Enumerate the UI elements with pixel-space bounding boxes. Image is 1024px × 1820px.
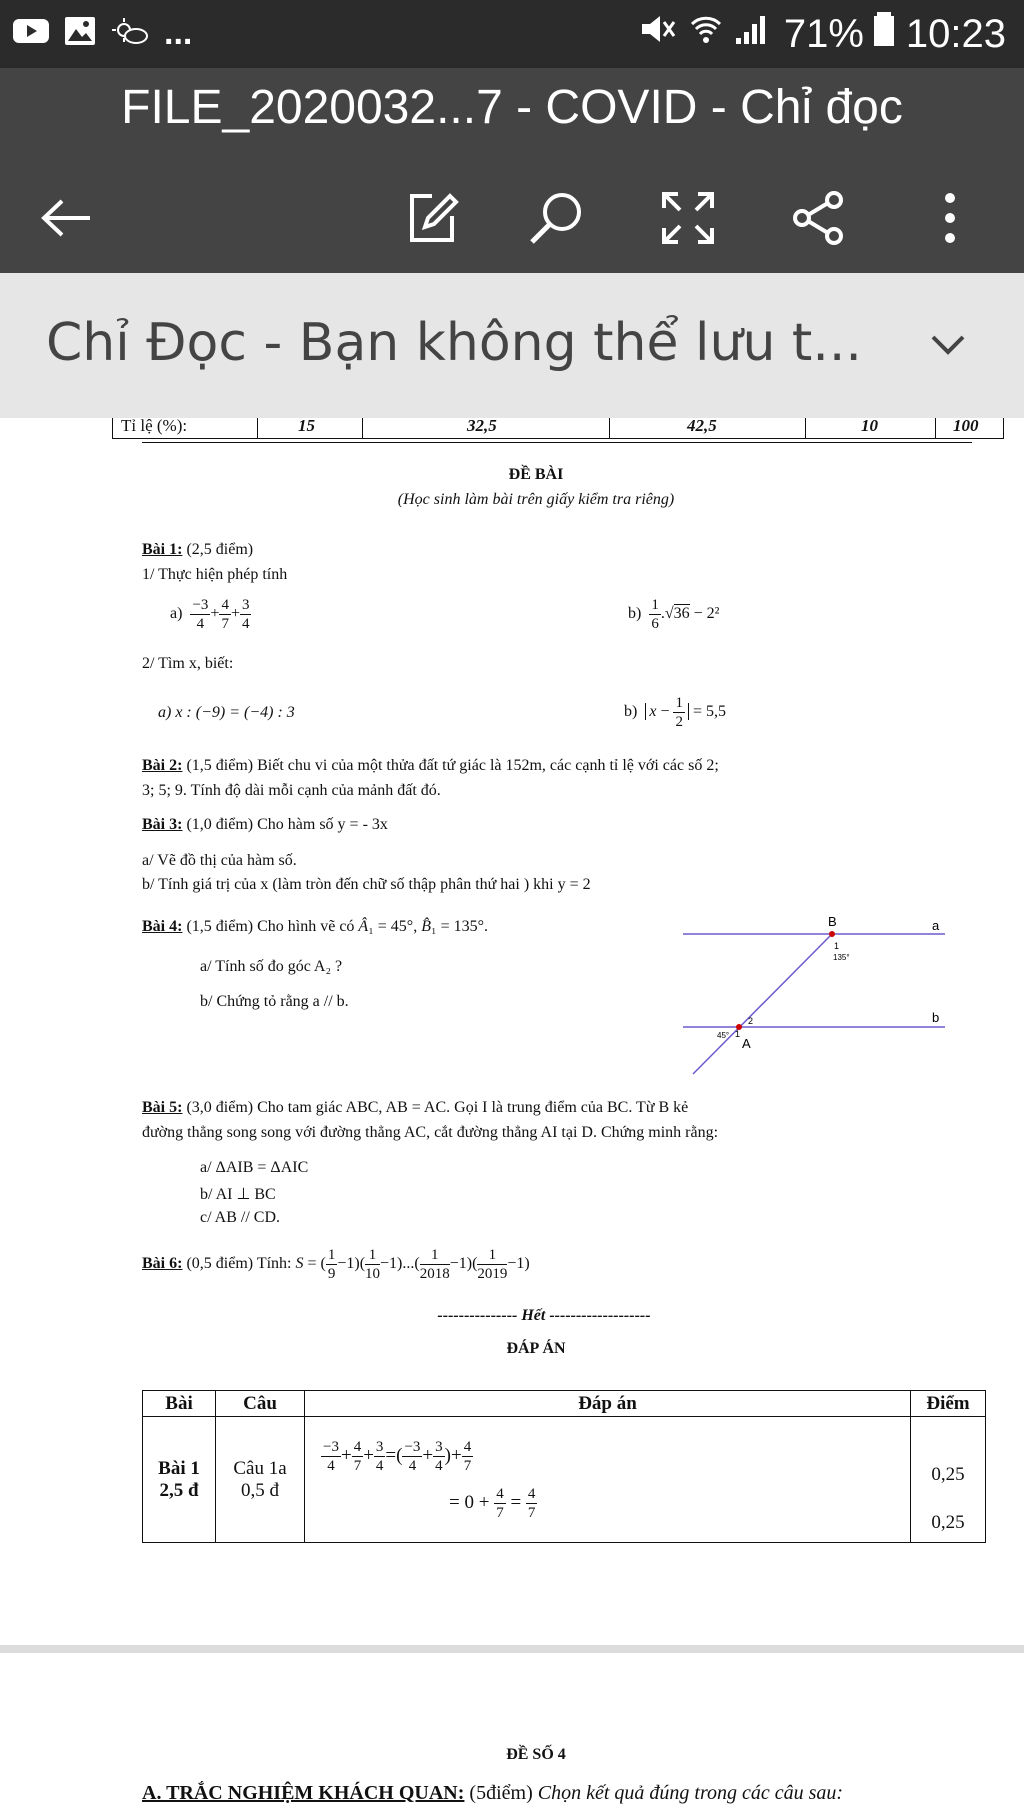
- mute-icon: [638, 10, 678, 58]
- signal-icon: [734, 10, 774, 58]
- col-header: Câu: [216, 1391, 305, 1417]
- bai1-expr-a: a) $\frac{-3}{4}$ + $\frac{4}{7}$ + $\frac{3}{4}$: [170, 597, 250, 632]
- bai4-b: b/ Chứng tỏ rằng a // b.: [200, 993, 349, 1010]
- fullscreen-button[interactable]: [648, 178, 728, 258]
- table-cell-diem: 0,25 0,25: [911, 1417, 986, 1543]
- col-header: Đáp án: [305, 1391, 911, 1417]
- bai5-line2: đường thẳng song song với đường thẳng AC, cắt đường thẳng AI tại D. Chứng minh rằng:: [142, 1124, 719, 1141]
- wifi-icon: [688, 10, 724, 58]
- label-one-B: 1: [834, 941, 840, 951]
- bai5-c: c/ AB // CD.: [200, 1209, 281, 1226]
- exam-subtitle: (Học sinh làm bài trên giấy kiểm tra riêng): [397, 491, 675, 508]
- weather-icon: [110, 16, 150, 51]
- gallery-icon: [64, 16, 96, 51]
- bai3-header: Bài 3: (1,0 điểm) Cho hàm số y = - 3x: [142, 816, 388, 833]
- bai4-header: Bài 4: (1,5 điểm) Cho hình vẽ có Â₁ = 45°, B̂₁ = 135°.: [142, 918, 488, 935]
- page-separator: [0, 1645, 1024, 1653]
- edit-pen-icon: [404, 190, 460, 246]
- bai3-a: a/ Vẽ đồ thị của hàm số.: [142, 852, 297, 869]
- chevron-down-icon[interactable]: [930, 333, 966, 357]
- ratio-label: Tỉ lệ (%):: [121, 416, 188, 435]
- label-one-A: 1: [735, 1029, 741, 1039]
- share-icon: [790, 190, 846, 246]
- ratio-value: 42,5: [687, 416, 717, 435]
- bai4-a: a/ Tính số đo góc A₂ ?: [200, 958, 343, 975]
- ratio-value: 15: [298, 416, 315, 435]
- bai1-part2: 2/ Tìm x, biết:: [142, 655, 234, 672]
- battery-percent: 71%: [783, 11, 864, 56]
- bai2-line1: Bài 2: (1,5 điểm) Biết chu vi của một thửa đất tứ giác là 152m, các cạnh tỉ lệ với các số 2;: [142, 757, 719, 774]
- ratio-row: [112, 418, 1004, 439]
- bai5-line1: Bài 5: (3,0 điểm) Cho tam giác ABC, AB = AC. Gọi I là trung điểm của BC. Từ B kẻ: [142, 1099, 689, 1116]
- share-button[interactable]: [778, 178, 858, 258]
- bai5-b: b/ AI ⊥ BC: [200, 1186, 276, 1203]
- status-bar: [0, 0, 1024, 68]
- ratio-value: 32,5: [467, 416, 497, 435]
- back-arrow-icon: [36, 193, 96, 243]
- read-only-message: Chỉ Đọc - Bạn không thể lưu t...: [46, 313, 862, 373]
- label-135: 135°: [833, 953, 850, 962]
- edit-button[interactable]: [392, 178, 472, 258]
- label-B: B: [828, 914, 837, 929]
- answer-title: ĐÁP ÁN: [506, 1340, 566, 1357]
- more-vertical-icon: [940, 190, 960, 246]
- bai1-header: Bài 1: (2,5 điểm): [142, 541, 254, 558]
- col-header: Điểm: [911, 1391, 986, 1417]
- bai2-line2: 3; 5; 9. Tính độ dài mỗi cạnh của mảnh đất đó.: [142, 782, 441, 799]
- next-exam-title: ĐỀ SỐ 4: [506, 1746, 566, 1763]
- back-button[interactable]: [26, 178, 106, 258]
- app-bar: [0, 68, 1024, 273]
- table-cell-cau: Câu 1a 0,5 đ: [216, 1417, 305, 1543]
- geometry-figure: [680, 912, 950, 1082]
- col-header: Bài: [143, 1391, 216, 1417]
- status-more-dots: ...: [164, 14, 193, 52]
- ratio-value: 100: [953, 416, 979, 435]
- end-marker: --------------- Hết -------------------: [437, 1307, 651, 1324]
- label-b: b: [932, 1010, 940, 1025]
- bai1-find-a: a) x : (−9) = (−4) : 3: [158, 704, 295, 721]
- battery-icon: [874, 10, 896, 58]
- label-a: a: [932, 918, 940, 933]
- bai1-part1: 1/ Thực hiện phép tính: [142, 566, 288, 583]
- document-title: FILE_2020032...7 - COVID - Chỉ đọc: [121, 81, 903, 134]
- bai1-expr-b: b) $\frac{1}{6}$ .√36 − 2²: [628, 597, 720, 632]
- expand-icon: [660, 190, 716, 246]
- label-two-A: 2: [748, 1016, 754, 1026]
- clock: 10:23: [905, 11, 1006, 56]
- search-button[interactable]: [516, 178, 596, 258]
- bai5-a: a/ ΔAIB = ΔAIC: [200, 1159, 309, 1176]
- search-icon: [526, 188, 586, 248]
- label-A: A: [742, 1036, 751, 1051]
- exam-title: ĐỀ BÀI: [508, 466, 564, 483]
- bai6-line: Bài 6: (0,5 điểm) Tính: S = ( $\frac{1}{9}$ −1)( $\frac{1}{10}$ −1)...( $\frac{1}{2018}$ −1)( $\frac{1}{2019}$ −1): [142, 1247, 530, 1282]
- ratio-value: 10: [861, 416, 878, 435]
- bai1-find-b: b) x − $\frac{1}{2}$ = 5,5: [624, 695, 726, 730]
- answer-table: [142, 1390, 986, 1543]
- youtube-icon: [12, 16, 50, 51]
- read-only-banner[interactable]: [0, 273, 1024, 418]
- table-cell-bai: Bài 1 2,5 đ: [143, 1417, 216, 1543]
- next-section-line: A. TRẮC NGHIỆM KHÁCH QUAN: (5điểm) Chọn kết quả đúng trong các câu sau:: [142, 1782, 844, 1804]
- bai3-b: b/ Tính giá trị của x (làm tròn đến chữ số thập phân thứ hai ) khi y = 2: [142, 876, 591, 893]
- label-45: 45°: [717, 1031, 730, 1040]
- table-cell-answer: $\frac{-3}{4}$ + $\frac{4}{7}$ + $\frac{3}{4}$ =( $\frac{-3}{4}$ + $\frac{3}{4}$ )+ $\frac{4}{7}$ = 0 + $\frac{4}{7}$ = $\frac{4}{7}$: [305, 1417, 911, 1543]
- more-options-button[interactable]: [910, 178, 990, 258]
